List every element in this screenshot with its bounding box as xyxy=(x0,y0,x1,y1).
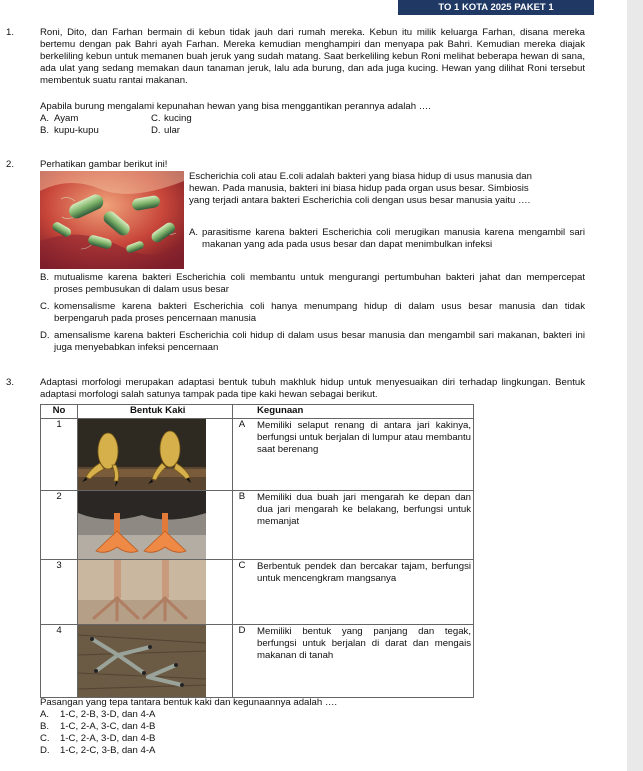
table-row xyxy=(41,625,474,698)
q3-option-d: D. 1-C, 2-C, 3-B, dan 4-A xyxy=(40,745,156,756)
q1-option-d: D. ular xyxy=(151,125,180,136)
row-number: 3 xyxy=(41,560,78,625)
q3-option-c: C. 1-C, 2-A, 3-D, dan 4-B xyxy=(40,733,156,744)
col-header-no: No xyxy=(41,405,78,419)
q2-option-b: B. mutualisme karena bakteri Escherichia coli membantu untuk mengurangi pertumbuhan bakteri jahat dan mempercepat proses pembusukan di dalam usus besar xyxy=(40,272,585,295)
foot-image-cell xyxy=(78,560,233,625)
webbed-feet-image xyxy=(78,491,206,559)
use-description: Memiliki selaput renang di antara jari kakinya, berfungsi untuk berjalan di lumpur atau membantu saat berenang xyxy=(251,419,474,491)
q2-description-line: hewan. Pada manusia, bakteri ini biasa hidup pada organ usus besar. Simbiosis xyxy=(189,183,529,194)
q2-option-d: D. amensalisme karena bakteri Escherichia coli hidup di dalam usus besar manusia dan mengambil sari makanan, bakteri ini juga menyebabkan infeksi pencernaan xyxy=(40,330,585,353)
q2-intro: Perhatikan gambar berikut ini! xyxy=(40,159,168,170)
ecoli-bacteria-image xyxy=(40,171,184,269)
q2-description-line: yang terjadi antara bakteri Escherichia coli dengan usus besar manusia yaitu …. xyxy=(189,195,531,206)
q1-option-a: A. Ayam xyxy=(40,113,79,124)
q2-number: 2. xyxy=(6,159,15,170)
exam-header: TO 1 KOTA 2025 PAKET 1 xyxy=(398,0,594,15)
q3-question: Pasangan yang tepa tantara bentuk kaki dan kegunaannya adalah …. xyxy=(40,697,338,708)
q2-option-c: C. komensalisme karena bakteri Escherichia coli hanya menumpang hidup di dalam usus besar manusia dan tidak berpengaruh pada proses pencernaan manusia xyxy=(40,301,585,324)
woodpecker-feet-image xyxy=(78,625,206,697)
col-header-bentuk: Bentuk Kaki xyxy=(78,405,233,419)
use-description: Memiliki dua buah jari mengarah ke depan dan dua jari mengarah ke belakang, berfungsi untuk memanjat xyxy=(251,491,474,560)
q3-option-a: A. 1-C, 2-B, 3-D, dan 4-A xyxy=(40,709,156,720)
table-row xyxy=(41,491,474,560)
q1-option-c: C. kucing xyxy=(151,113,192,124)
table-row xyxy=(41,560,474,625)
use-letter: B xyxy=(233,491,252,560)
table-row xyxy=(41,419,474,491)
row-number: 4 xyxy=(41,625,78,698)
foot-image-cell xyxy=(78,625,233,698)
use-letter: D xyxy=(233,625,252,698)
q2-description-line: Escherichia coli atau E.coli adalah bakteri yang biasa hidup di usus manusia dan xyxy=(189,171,532,182)
q1-paragraph: Roni, Dito, dan Farhan bermain di kebun tidak jauh dari rumah mereka. Kebun itu milik keluarga Farhan, disana mereka bertemu dengan pak Bahri ayah Farhan. Mereka kemudian menghampiri dan menyapa pak Bahri. Kemudian mereka diajak berkeliling kebun untuk memanen buah jeruk yang sudah matang. Saat berkeliling kebun Roni melihat beberapa hewan di sana, ada ulat yang sedang memakan daun tanaman jeruk, lalu ada burung, dan ada juga kucing. Hewan yang dilihat Roni tersebut membentuk suatu rantai makanan. xyxy=(40,27,585,86)
q2-description xyxy=(189,171,585,207)
row-number: 1 xyxy=(41,419,78,491)
use-description: Berbentuk pendek dan bercakar tajam, berfungsi untuk mencengkram mangsanya xyxy=(251,560,474,625)
use-description: Memiliki bentuk yang panjang dan tegak, berfungsi untuk berjalan di darat dan mengais makanan di tanah xyxy=(251,625,474,698)
foot-image-cell xyxy=(78,491,233,560)
foot-image-cell xyxy=(78,419,233,491)
col-header-kegunaan: Kegunaan xyxy=(251,405,474,419)
q3-option-b: B. 1-C, 2-A, 3-C, dan 4-B xyxy=(40,721,156,732)
use-letter: A xyxy=(233,419,252,491)
q1-question: Apabila burung mengalami kepunahan hewan yang bisa menggantikan perannya adalah …. xyxy=(40,101,431,112)
foot-type-table xyxy=(40,404,474,698)
use-letter: C xyxy=(233,560,252,625)
q3-number: 3. xyxy=(6,377,15,388)
q1-option-b: B. kupu-kupu xyxy=(40,125,99,136)
q1-number: 1. xyxy=(6,27,15,38)
chicken-feet-image xyxy=(78,560,206,624)
q3-paragraph: Adaptasi morfologi merupakan adaptasi bentuk tubuh makhluk hidup untuk menyesuaikan diri terhadap lingkungan. Bentuk adaptasi morfologi salah satunya tampak pada tipe kaki hewan sebagai berikut. xyxy=(40,377,585,400)
q2-option-a: A. parasitisme karena bakteri Escherichia coli merugikan manusia karena mengambil sari makanan yang ada pada usus besar dan dapat menimbulkan infeksi xyxy=(189,227,585,250)
bird-claw-image xyxy=(78,419,206,490)
page-scrollbar-gutter[interactable] xyxy=(627,0,643,771)
row-number: 2 xyxy=(41,491,78,560)
